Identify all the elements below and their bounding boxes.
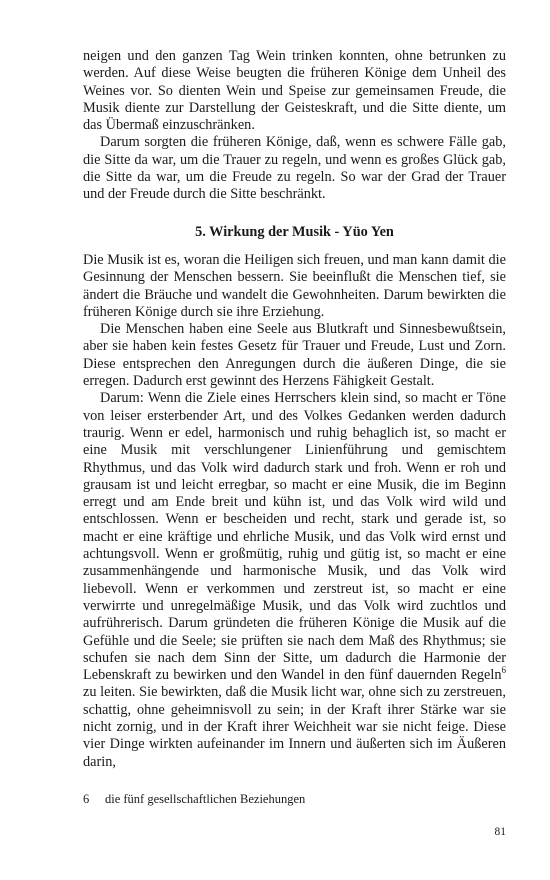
footnote [83, 792, 506, 807]
footnote-reference[interactable]: 6 [501, 665, 506, 676]
page-body [83, 48, 506, 771]
paragraph: Darum sorgten die früheren Könige, daß, wenn es schwere Fälle gab, die Sitte da war, um die Trauer zu regeln, und wenn es großes Glück gab, die Sitte da war, um die Freude zu regeln. So war der Grad der Trauer und der Freude durch die Sitte beschränkt. [83, 134, 506, 203]
paragraph-text: Darum: Wenn die Ziele eines Herrschers klein sind, so macht er Töne von leiser ersterbender Art, und des Volkes Gedanken werden dadurch traurig. Wenn er edel, harmonisch und ruhig behaglich ist, so macht er eine Musik mit verschlungener Linienführung und gemischtem Rhythmus, und das Volk wird dadurch stark und froh. Wenn er roh und grausam ist und leicht erregbar, so macht er eine Musik, die im Beginn erregt und am Ende breit und kühn ist, und das Volk wird wild und entschlossen. Wenn er bescheiden und recht, stark und gerade ist, so macht er eine kräftige und ehrliche Musik, und das Volk wird ernst und achtungsvoll. Wenn er großmütig, ruhig und gütig ist, so macht er eine zusammenhängende und harmonische Musik, und das Volk wird liebevoll. Wenn er verkommen und zerstreut ist, so macht er eine verwirrte und unregelmäßige Musik, und das Volk wird zuchtlos und aufrührerisch. Darum gründeten die früheren Könige die Musik auf die Gefühle und die Seele; sie prüften sie nach dem Maß des Rhythmus; sie schufen sie nach dem Sinn der Sitte, um dadurch die Harmonie der Lebenskraft zu bewirken und den Wandel in den fünf dauernden Regeln [83, 390, 506, 684]
paragraph: Die Menschen haben eine Seele aus Blutkraft und Sinnesbewußtsein, aber sie haben kein festes Gesetz für Trauer und Freude, Lust und Zorn. Diese entsprechen den Anregungen durch die äußeren Dinge, die sie erregen. Dadurch erst gewinnt des Herzens Fähigkeit Gestalt. [83, 321, 506, 390]
paragraph: neigen und den ganzen Tag Wein trinken konnten, ohne betrunken zu werden. Auf diese Weise beugten die früheren Könige dem Unheil des Weines vor. So dienten Wein und Speise zur gemeinsamen Freude, die Musik diente zur Darstellung der Geisteskraft, und die Sitte diente, um das Übermaß einzuschränken. [83, 48, 506, 134]
section-heading: 5. Wirkung der Musik - Yüo Yen [195, 223, 394, 240]
page-number: 81 [494, 826, 506, 838]
paragraph-long [83, 390, 506, 771]
paragraph: Die Musik ist es, woran die Heiligen sich freuen, und man kann damit die Gesinnung der Menschen bessern. Sie beeinflußt die Menschen tief, sie ändert die Bräuche und wandelt die Gewohnheiten. Darum bewirkten die früheren Könige durch sie ihre Erziehung. [83, 251, 506, 320]
footnote-number: 6 [83, 792, 90, 806]
footnote-text: die fünf gesellschaftlichen Beziehungen [105, 792, 306, 806]
paragraph-text: zu leiten. Sie bewirkten, daß die Musik licht war, ohne sich zu zerstreuen, schattig, ohne geheimnisvoll zu sein; in der Kraft ihrer Stärke war sie nicht zornig, und in der Kraft ihrer Weichheit war sie nicht feige. Diese vier Dinge wirkten aufeinander im Innern und äußerten sich im Äußeren darin, [83, 684, 506, 770]
